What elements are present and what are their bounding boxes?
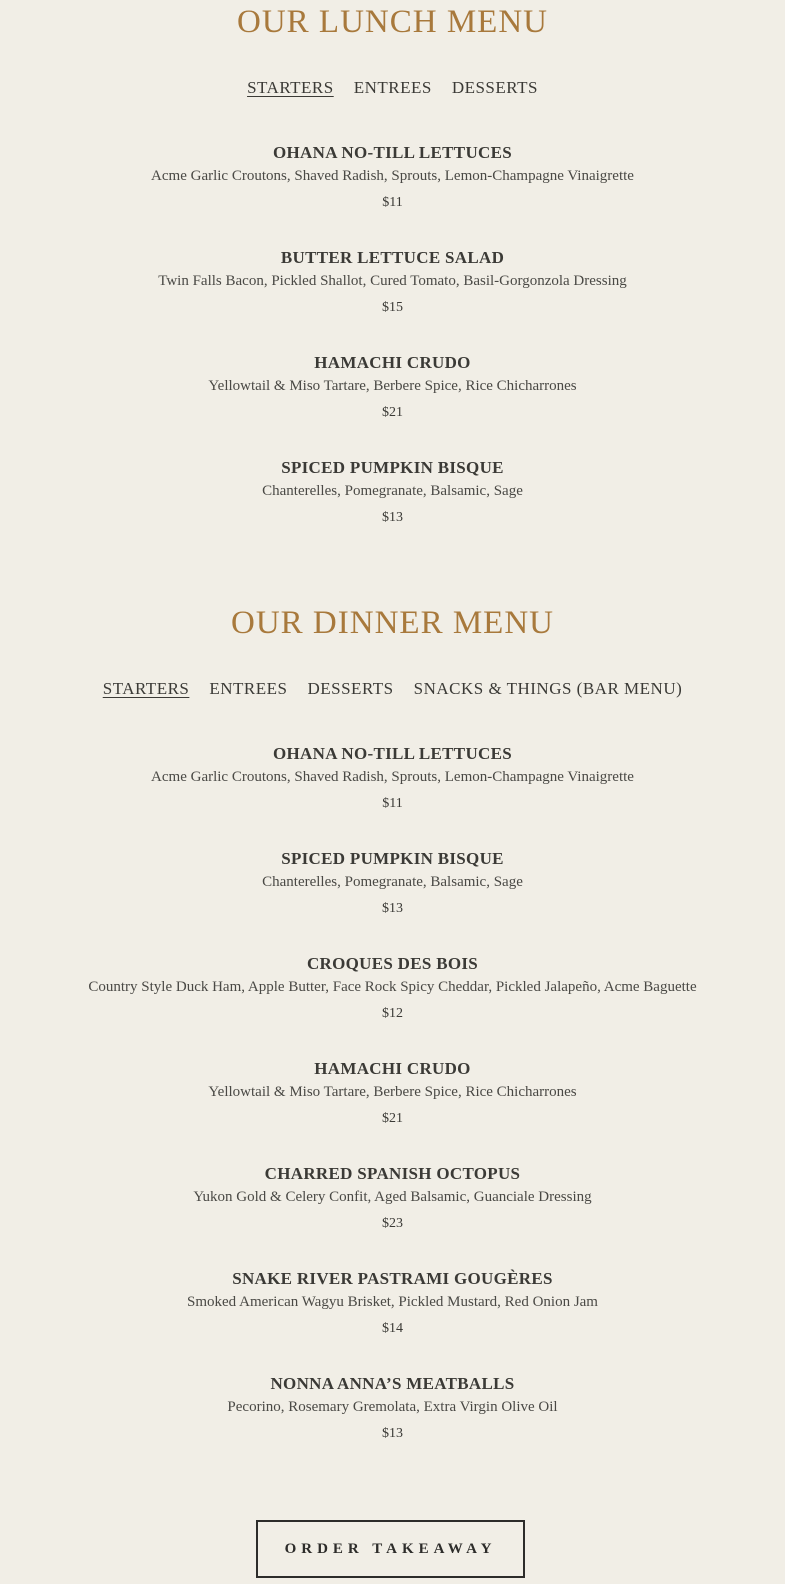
- menu-item: [0, 141, 785, 246]
- menu-item: [0, 1372, 785, 1477]
- lunch-menu-title: OUR LUNCH MENU: [237, 4, 548, 40]
- item-name: CROQUES DES BOIS: [306, 954, 479, 973]
- item-description: Chanterelles, Pomegranate, Balsamic, Sage: [262, 483, 523, 499]
- item-description: Pecorino, Rosemary Gremolata, Extra Virgin Olive Oil: [227, 1399, 558, 1415]
- dinner-items-list: [0, 742, 785, 1477]
- lunch-items-list: [0, 141, 785, 561]
- item-description: Yukon Gold & Celery Confit, Aged Balsamic, Guanciale Dressing: [193, 1189, 592, 1205]
- item-price: $13: [382, 1426, 403, 1441]
- item-name: CHARRED SPANISH OCTOPUS: [264, 1164, 521, 1183]
- item-name: SNAKE RIVER PASTRAMI GOUGÈRES: [232, 1269, 553, 1288]
- lunch-tab-desserts[interactable]: DESSERTS: [451, 78, 538, 97]
- item-name: HAMACHI CRUDO: [314, 353, 471, 372]
- item-description: Chanterelles, Pomegranate, Balsamic, Sage: [262, 874, 523, 890]
- item-price: $11: [382, 796, 403, 811]
- item-description: Country Style Duck Ham, Apple Butter, Face Rock Spicy Cheddar, Pickled Jalapeño, Acme Baguette: [88, 979, 697, 995]
- item-price: $15: [382, 300, 403, 315]
- menu-item: [0, 847, 785, 952]
- dinner-tab-desserts[interactable]: DESSERTS: [307, 679, 394, 698]
- lunch-menu-tabs: [0, 76, 785, 100]
- menu-item: [0, 1162, 785, 1267]
- item-description: Smoked American Wagyu Brisket, Pickled Mustard, Red Onion Jam: [187, 1294, 598, 1310]
- item-description: Twin Falls Bacon, Pickled Shallot, Cured Tomato, Basil-Gorgonzola Dressing: [158, 273, 627, 289]
- item-name: OHANA NO-TILL LETTUCES: [273, 143, 512, 162]
- dinner-menu-title: OUR DINNER MENU: [231, 605, 554, 641]
- item-description: Acme Garlic Croutons, Shaved Radish, Sprouts, Lemon-Champagne Vinaigrette: [151, 168, 634, 184]
- dinner-menu-tabs: [0, 677, 785, 701]
- item-name: BUTTER LETTUCE SALAD: [280, 248, 505, 267]
- menu-item: [0, 246, 785, 351]
- item-description: Yellowtail & Miso Tartare, Berbere Spice, Rice Chicharrones: [208, 1084, 577, 1100]
- item-price: $11: [382, 195, 403, 210]
- item-price: $23: [382, 1216, 403, 1231]
- order-takeaway-button[interactable]: ORDER TAKEAWAY: [256, 1520, 525, 1578]
- item-name: SPICED PUMPKIN BISQUE: [281, 458, 504, 477]
- item-price: $14: [382, 1321, 403, 1336]
- item-price: $13: [382, 510, 403, 525]
- menu-item: [0, 456, 785, 561]
- item-name: HAMACHI CRUDO: [314, 1059, 471, 1078]
- menu-item: [0, 742, 785, 847]
- item-name: SPICED PUMPKIN BISQUE: [281, 849, 504, 868]
- item-price: $12: [382, 1006, 403, 1021]
- item-price: $21: [382, 1111, 403, 1126]
- menu-item: [0, 351, 785, 456]
- item-price: $13: [382, 901, 403, 916]
- menu-item: [0, 952, 785, 1057]
- item-description: Yellowtail & Miso Tartare, Berbere Spice, Rice Chicharrones: [208, 378, 577, 394]
- item-price: $21: [382, 405, 403, 420]
- item-name: NONNA ANNA’S MEATBALLS: [270, 1374, 515, 1393]
- lunch-tab-starters[interactable]: STARTERS: [247, 78, 334, 97]
- dinner-tab-starters[interactable]: STARTERS: [102, 679, 190, 698]
- dinner-tab-entrees[interactable]: ENTREES: [209, 679, 288, 698]
- dinner-tab-snacks-bar-menu[interactable]: SNACKS & THINGS (BAR MENU): [413, 679, 683, 698]
- lunch-tab-entrees[interactable]: ENTREES: [353, 78, 432, 97]
- menu-item: [0, 1057, 785, 1162]
- menu-item: [0, 1267, 785, 1372]
- item-name: OHANA NO-TILL LETTUCES: [273, 744, 512, 763]
- item-description: Acme Garlic Croutons, Shaved Radish, Sprouts, Lemon-Champagne Vinaigrette: [151, 769, 634, 785]
